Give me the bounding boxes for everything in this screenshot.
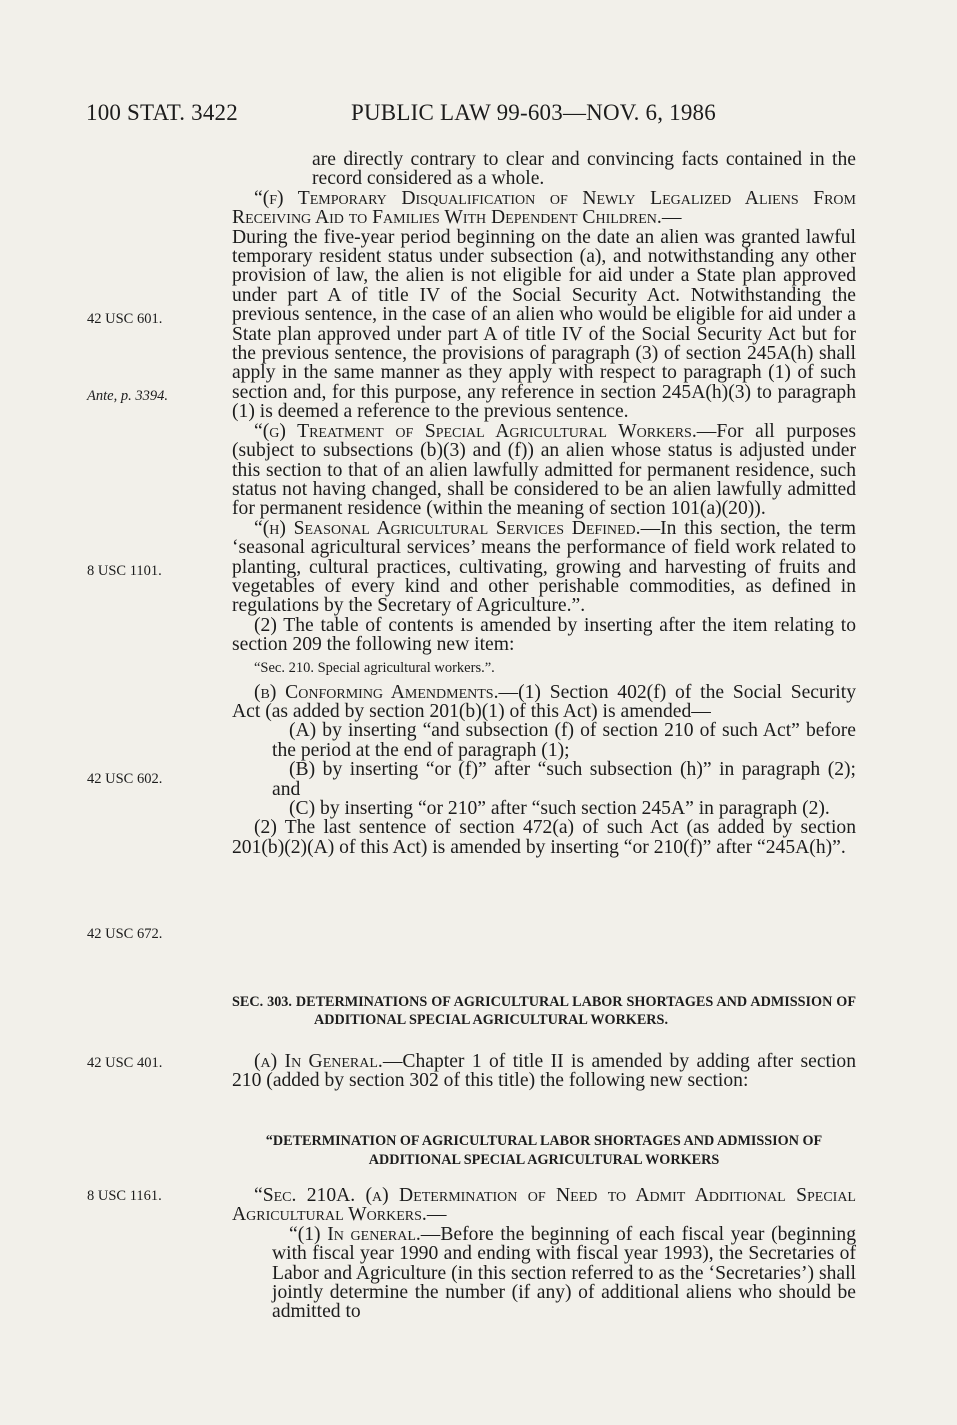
subsection-303-a bbox=[232, 1052, 856, 1091]
paragraph-210a-1-title: “(1) In general. bbox=[289, 1223, 421, 1245]
paragraph-210a-1-body: —Before the beginning of each fiscal year (beginning with fiscal year 1990 and ending with fiscal year 1993), the Secretaries of Labor and Agriculture (in this section referred to as the ‘Secretaries’) shall jointly determine the number (if any) of additional aliens who should be admitted to bbox=[272, 1223, 856, 1323]
subsection-f-body: During the five-year period beginning on the date an alien was granted lawful temporary resident status under subsection (a), and notwithstanding any other provision of law, the alien is not eligible for aid under a State plan approved under part A of title IV of the Social Security Act. Notwithstanding the previous sentence, in the case of an alien who would be eligible for aid under a State plan approved under part A of title IV of the Social Security Act but for the previous sentence, the provisions of paragraph (3) of section 245A(h) shall apply in the same manner as they apply with respect to paragraph (1) of such section and, for this purpose, any reference in section 245A(h)(3) to paragraph (1) is deemed a reference to the previous sentence. bbox=[232, 226, 856, 423]
subsection-303-a-body: —Chapter 1 of title II is amended by adding after section 210 (added by section 302 of this title) the following new section: bbox=[232, 1051, 856, 1092]
paragraph-2-toc: (2) The table of contents is amended by inserting after the item relating to section 209 the following new item: bbox=[232, 614, 856, 656]
subsection-h-title: “(h) Seasonal Agricultural Services Defined. bbox=[254, 517, 641, 539]
public-law-title: PUBLIC LAW 99-603—NOV. 6, 1986 bbox=[351, 100, 716, 125]
margin-note-8-usc-1101: 8 USC 1101. bbox=[87, 563, 162, 579]
margin-note-42-usc-602: 42 USC 602. bbox=[87, 771, 163, 787]
section-210a-body bbox=[232, 1186, 856, 1322]
paragraph-continuation: are directly contrary to clear and convincing facts contained in the record considered as a whole. bbox=[312, 149, 856, 190]
subsection-h-body: —In this section, the term ‘seasonal agricultural services’ means the performance of field work related to planting, cultural practices, cultivating, growing and harvesting of fruits and vegetables of every kind and other perishable commodities, as defined in regulations by the Secretary of Agriculture.”. bbox=[232, 517, 857, 617]
margin-note-8-usc-1161: 8 USC 1161. bbox=[87, 1188, 162, 1204]
section-303-body bbox=[232, 1052, 856, 1091]
subsection-h bbox=[232, 519, 856, 616]
section-210a-a-heading bbox=[232, 1186, 856, 1225]
subsection-b-title: (b) Conforming Amendments. bbox=[254, 681, 499, 703]
section-303-heading bbox=[232, 993, 856, 1029]
subsection-303-a-title: (a) In General. bbox=[254, 1051, 383, 1072]
margin-note-42-usc-401: 42 USC 401. bbox=[87, 1055, 163, 1071]
margin-note-42-usc-672: 42 USC 672. bbox=[87, 926, 163, 942]
subsection-f-title: “(f) Temporary Disqualification of Newly Legalized Aliens From Receiving Aid to Families With Dependent Children.— bbox=[232, 187, 856, 229]
paragraph-b-2: (2) The last sentence of section 472(a) of such Act (as added by section 201(b)(2)(A) of this Act) is amended by inserting “or 210(f)” after “245A(h)”. bbox=[232, 817, 856, 858]
paragraph-210a-1 bbox=[232, 1225, 856, 1322]
stat-page-number: 100 STAT. 3422 bbox=[86, 100, 238, 125]
section-210a-title: “Sec. 210A. (a) Determination of Need to Admit Additional Special Agricultural Workers. bbox=[232, 1185, 856, 1226]
section-303-title: SEC. 303. DETERMINATIONS OF AGRICULTURAL LABOR SHORTAGES AND ADMISSION OF ADDITIONAL SPECIAL AGRICULTURAL WORKERS. bbox=[232, 994, 856, 1028]
subsection-b-body: —(1) Section 402(f) of the Social Security Act (as added by section 201(b)(1) of this Act) is amended— bbox=[232, 681, 856, 722]
clause-b-b: (B) by inserting “or (f)” after “such subsection (h)” in paragraph (2); and bbox=[272, 759, 856, 800]
subsection-g-body: —For all purposes (subject to subsections (b)(3) and (f)) an alien whose status is adjusted under this section to that of an alien lawfully admitted for permanent residence, such status not having changed, shall be considered to be an alien lawfully admitted for permanent residence (within the meaning of section 101(a)(20)). bbox=[232, 420, 857, 520]
margin-note-ante: Ante, p. 3394. bbox=[87, 388, 168, 404]
section-210a-center-heading: “DETERMINATION OF AGRICULTURAL LABOR SHORTAGES AND ADMISSION OF ADDITIONAL SPECIAL AGRICULTURAL WORKERS bbox=[265, 1133, 823, 1168]
subsection-b bbox=[232, 683, 856, 722]
toc-item: “Sec. 210. Special agricultural workers.”. bbox=[254, 659, 495, 676]
section-210a-dash: — bbox=[426, 1204, 447, 1226]
clause-b-a: (A) by inserting “and subsection (f) of section 210 of such Act” before the period at the end of paragraph (1); bbox=[272, 720, 856, 761]
subsection-g-title: “(g) Treatment of Special Agricultural Workers. bbox=[254, 420, 697, 442]
margin-note-42-usc-601: 42 USC 601. bbox=[87, 311, 163, 327]
body-text-block bbox=[232, 150, 856, 857]
clause-b-c: (C) by inserting “or 210” after “such section 245A” in paragraph (2). bbox=[289, 798, 830, 819]
subsection-f-heading bbox=[232, 189, 856, 228]
subsection-g bbox=[232, 422, 856, 519]
